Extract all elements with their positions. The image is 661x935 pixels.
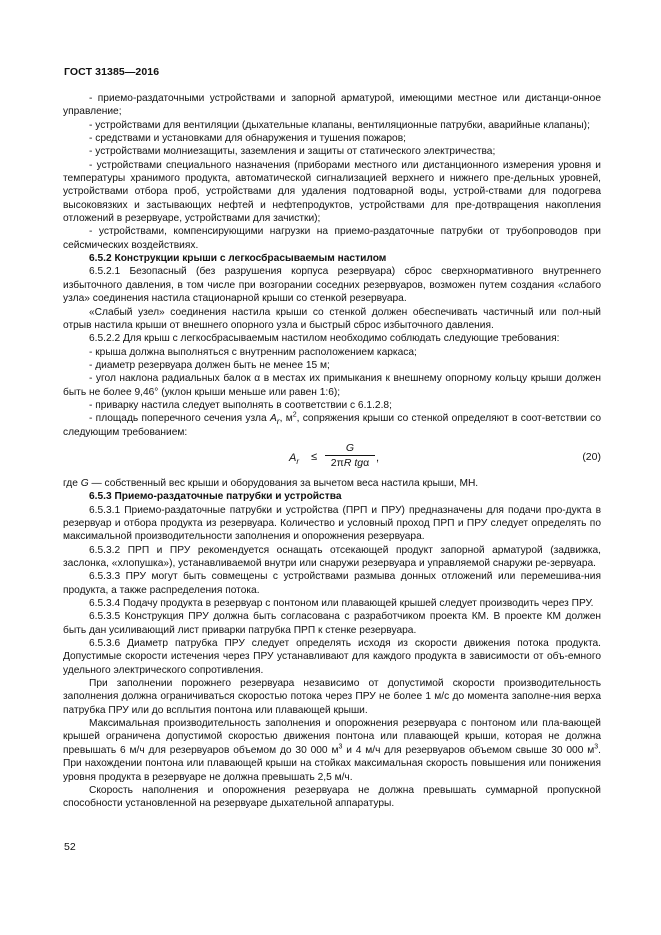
- paragraph: «Слабый узел» соединения настила крыши со стенкой должен обеспечивать частичный или пол-ный отрыв настила крыши от внешнего опорного узла и быстрый сброс избыточного давления.: [63, 306, 601, 331]
- formula-20: [63, 441, 601, 477]
- list-item: - устройствами молниезащиты, заземления и защиты от статического электричества;: [89, 146, 496, 158]
- formula-denominator: 2πR tgα: [330, 456, 370, 469]
- text-run: , сопряжения крыши со стенкой определяют в соот-ветствии со следующим требованием:: [63, 413, 601, 438]
- paragraph: где G — собственный вес крыши и оборудования за вычетом веса настила крыши, МН.: [63, 477, 479, 489]
- paragraph: 6.5.3.5 Конструкция ПРУ должна быть согласована с разработчиком проекта КМ. В проекте КМ должен быть дан усиливающий лист приварки патрубка ПРП к стенке резервуара.: [63, 611, 601, 636]
- list-item: - устройствами, компенсирующими нагрузки на приемо-раздаточные патрубки от трубопроводов при сейсмических воздействиях.: [63, 226, 601, 251]
- paragraph: 6.5.3.6 Диаметр патрубка ПРУ следует определять исходя из скорости движения потока продукта. Допустимые скорости истечения через ПРУ устанавливают для каждого продукта в зависимости от объ-емного удельного электрического сопротивления.: [63, 638, 601, 676]
- subscript: r: [276, 416, 280, 427]
- document-body: [63, 92, 601, 811]
- formula-trailing: ,: [376, 451, 380, 464]
- formula-relation: ≤: [311, 450, 318, 463]
- list-item: - крыша должна выполняться с внутренним расположением каркаса;: [89, 346, 417, 358]
- list-item: - приварку настила следует выполнять в соответствии с 6.1.2.8;: [89, 399, 392, 411]
- paragraph: 6.5.2.2 Для крыш с легкосбрасываемым настилом необходимо соблюдать следующие требования:: [89, 333, 560, 345]
- formula-lhs: $A_r$: [289, 451, 300, 467]
- formula-number: (20): [582, 450, 601, 463]
- paragraph: 6.5.3.1 Приемо-раздаточные патрубки и устройства (ПРП и ПРУ) предназначены для подачи про-дукта в резервуар и отбора продукта из резервуара. Количество и условный проход ПРП и ПРУ следует определять по максимальной производительности заполнения и опорожнения резервуара.: [63, 504, 601, 543]
- text-run: - площадь поперечного сечения узла: [89, 413, 270, 425]
- formula-numerator: G: [325, 442, 375, 456]
- list-item: - устройствами для вентиляции (дыхательные клапаны, вентиляционные патрубки, аварийные клапаны);: [89, 119, 590, 131]
- section-heading-6-5-3: 6.5.3 Приемо-раздаточные патрубки и устройства: [89, 491, 342, 503]
- paragraph: Скорость наполнения и опорожнения резервуара не должна превышать суммарной пропускной способности установленной на резервуаре дыхательной аппаратуры.: [63, 784, 601, 810]
- paragraph: 6.5.2.1 Безопасный (без разрушения корпуса резервуара) сброс сверхнормативного внутреннего избыточного давления, в том числе при возгорании соседних резервуаров, возможен путем создания «слабого узла» соединения настила стационарной крыши со стенкой резервуара.: [63, 266, 601, 305]
- superscript: 2: [292, 411, 297, 419]
- section-heading-6-5-2: 6.5.2 Конструкции крыши с легкосбрасываемым настилом: [89, 253, 387, 265]
- paragraph: 6.5.3.3 ПРУ могут быть совмещены с устройствами размыва донных отложений или перемешива-ния продукта, а также распределения потока.: [63, 571, 601, 596]
- paragraph: При заполнении порожнего резервуара независимо от допустимой скорости производительность заполнения должна ограничиваться скоростью потока через ПРУ не более 1 м/с до момента заполне-ния верха патрубка ПРУ или до всплытия понтона или плавающей крыши.: [63, 678, 601, 716]
- formula-fraction: [325, 442, 375, 470]
- list-item: - устройствами специального назначения (приборами местного или дистанционного измерения уровня и температуры хранимого продукта, автоматической сигнализацией верхнего и нижнего пре-дельных уровней, устройствами отбора проб, устройствами для удаления подтоварной воды, устрой-ствами для подогрева высоковязких и застывающих нефтей и нефтепродуктов, устройствами для пре-дотвращения накопления отложений в резервуаре, устройствами для зачистки);: [63, 159, 601, 225]
- paragraph: 6.5.3.2 ПРП и ПРУ рекомендуется оснащать отсекающей продукт запорной арматурой (задвижка, заслонка, «хлопушка»), устанавливаемой внутри или снаружи резервуара и управляемой снаружи ре-зервуара.: [63, 544, 601, 569]
- page-number: 52: [64, 841, 76, 853]
- list-item: [63, 412, 601, 439]
- list-item: - диаметр резервуара должен быть не менее 15 м;: [89, 359, 330, 371]
- list-item: - средствами и установками для обнаружения и тушения пожаров;: [89, 133, 406, 145]
- paragraph: Максимальная производительность заполнения и опорожнения резервуара с понтоном или пла-вающей крышей ограничена допустимой скоростью движения понтона или плавающей крыши, которая не должна превышать 6 м/ч для резервуаров объемом до 30 000 $м^3$ и 4 м/ч для резервуаров объемом свыше 30 000 $м^3$. При нахождении понтона или плавающей крыши на стойках максимальная скорость повышения или понижения уровня продукта в резервуаре не должна превышать 2,5 м/ч.: [63, 718, 601, 783]
- variable: A: [269, 413, 277, 425]
- standard-header: ГОСТ 31385—2016: [64, 66, 160, 78]
- paragraph: 6.5.3.4 Подачу продукта в резервуар с понтоном или плавающей крышей следует производить через ПРУ.: [89, 598, 594, 610]
- text-run: , м: [279, 413, 293, 425]
- list-item: - приемо-раздаточными устройствами и запорной арматурой, имеющими местное или дистанци-онное управление;: [63, 93, 601, 118]
- list-item: - угол наклона радиальных балок α в местах их примыкания к внешнему опорному кольцу крыши должен быть не более 9,46° (уклон крыши меньше или равен 1:6);: [63, 373, 601, 398]
- variable: G: [80, 477, 89, 489]
